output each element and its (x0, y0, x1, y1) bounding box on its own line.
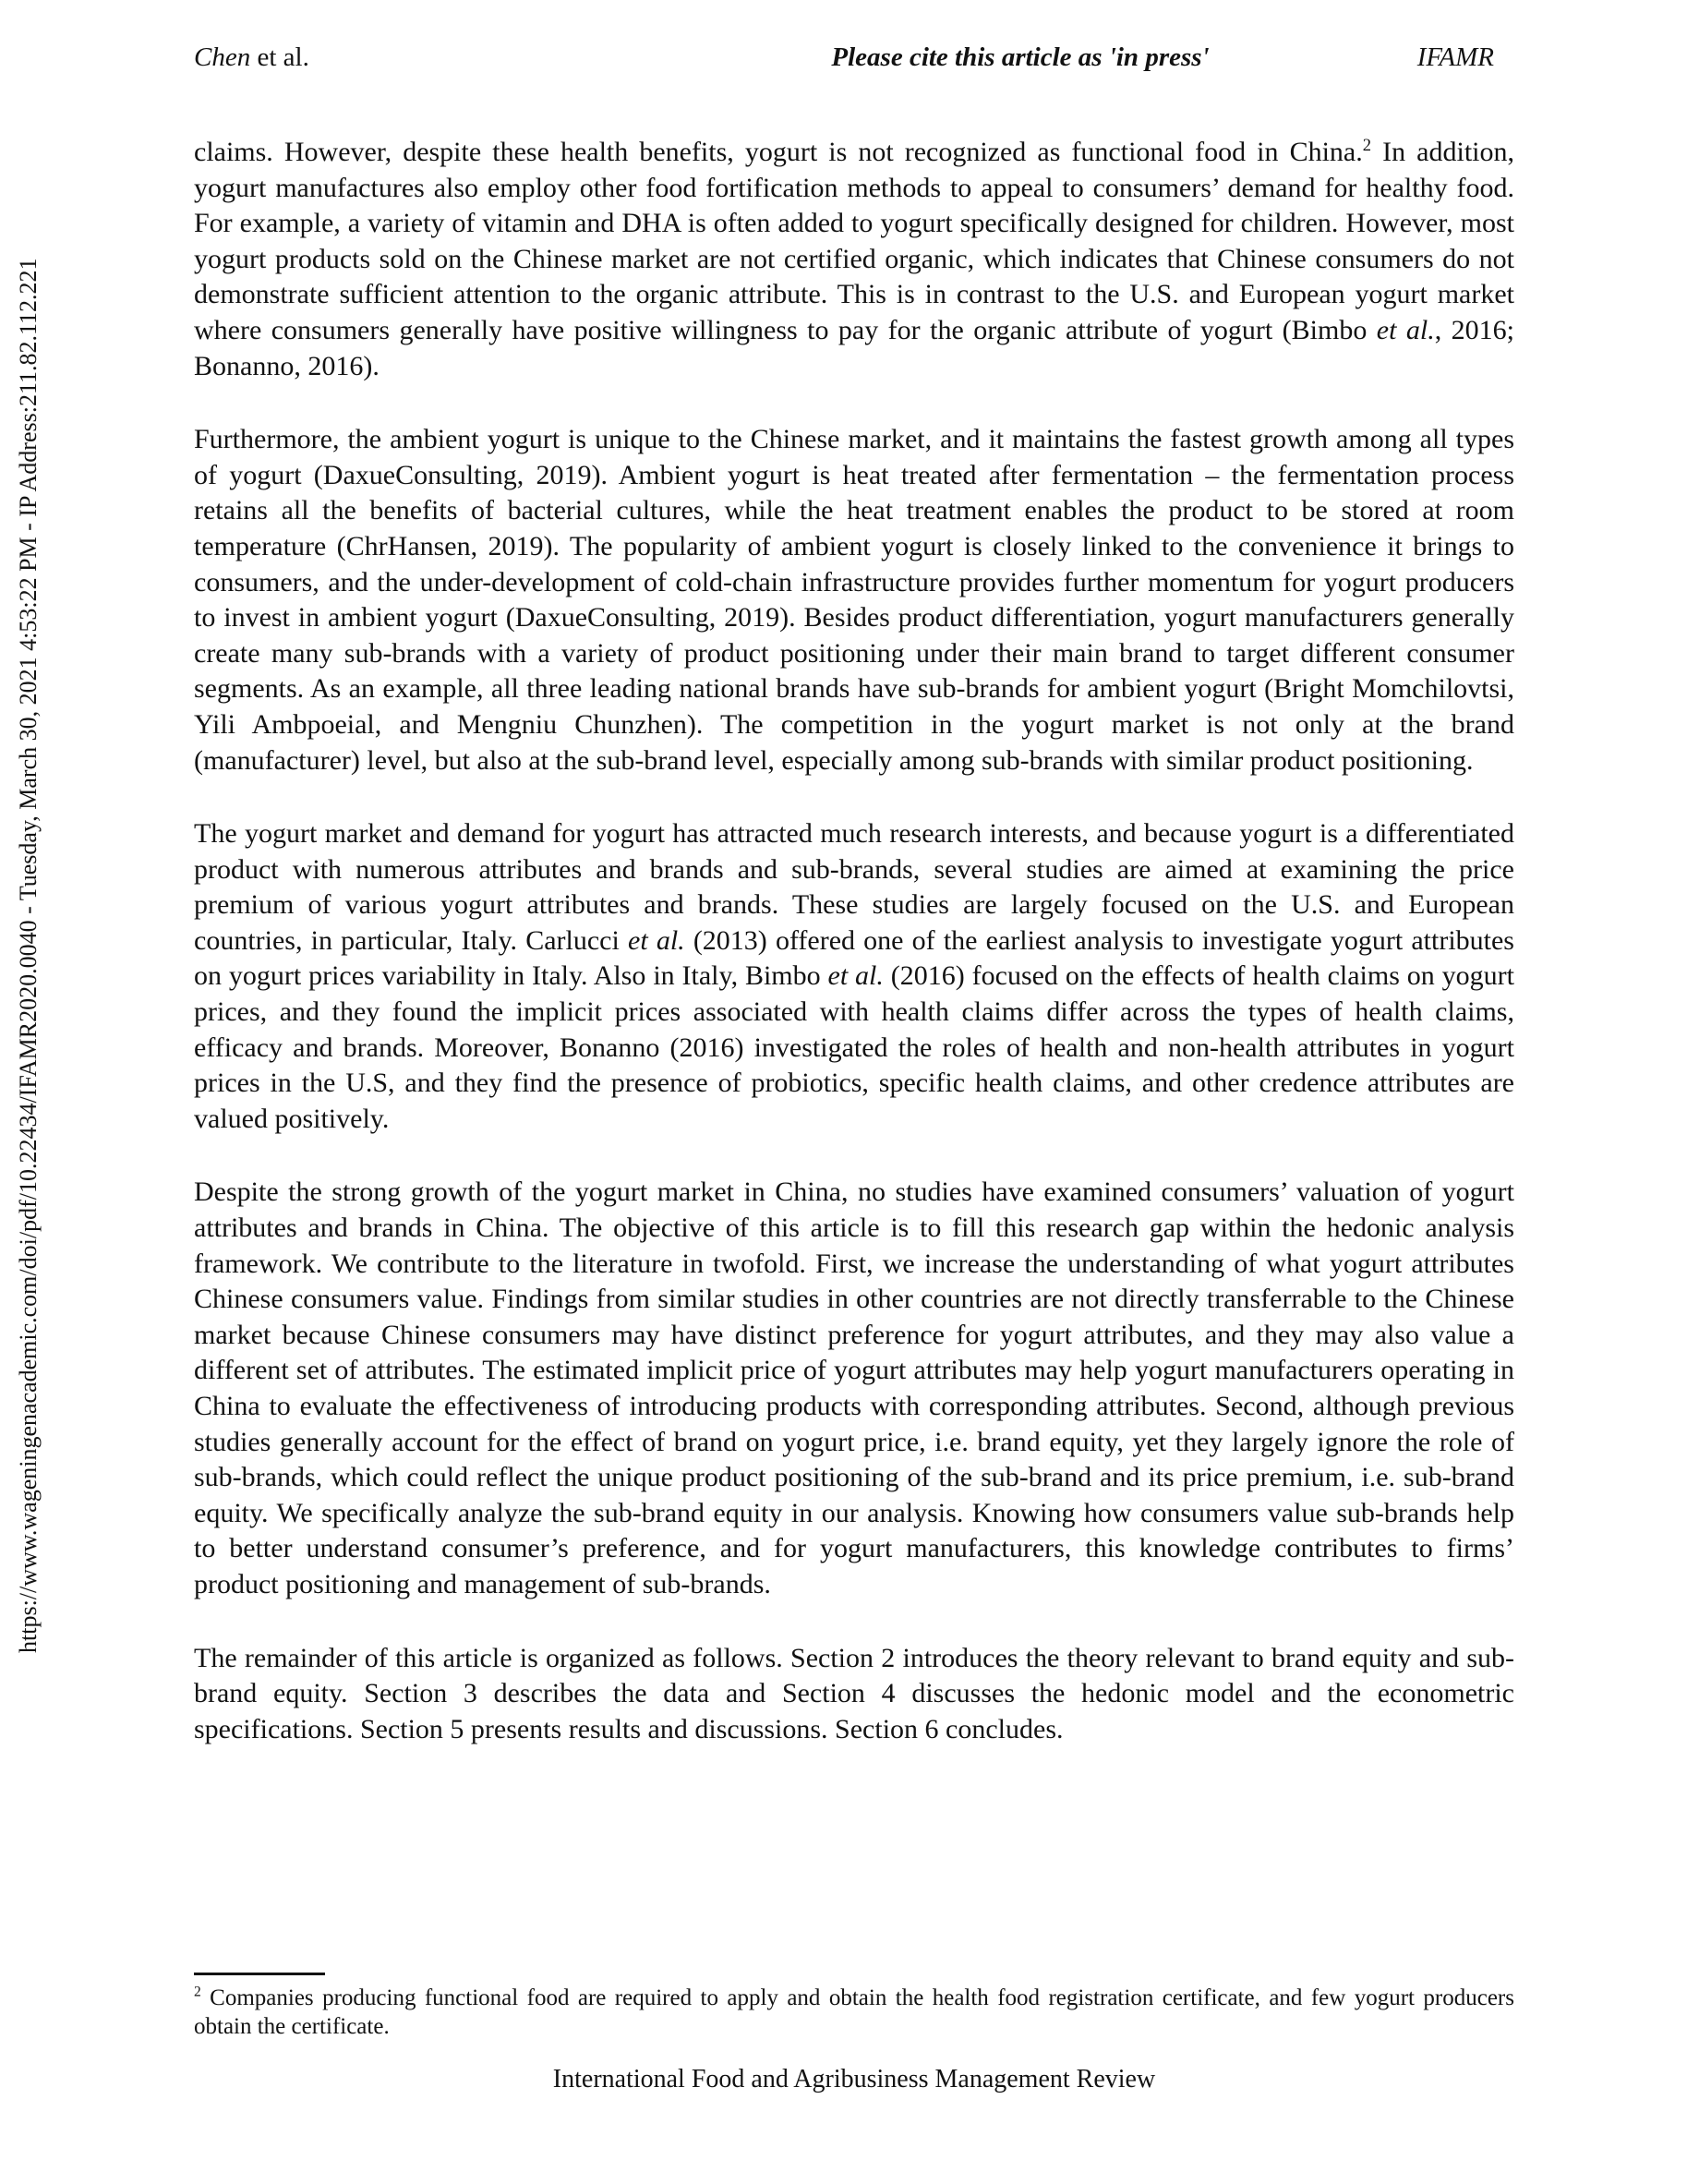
text-run: Furthermore, the ambient yogurt is unique to the Chinese market, and it maintains the fastest growth among all types of yogurt (DaxueConsulting, 2019). Ambient yogurt is heat treated after fermentation – the fermentation process retains all the benefits of bacterial cultures, while the heat treatment enables the product to be stored at room temperature (ChrHansen, 2019). The popularity of ambient yogurt is closely linked to the convenience it brings to consumers, and the under-development of cold-chain infrastructure provides further momentum for yogurt producers to invest in ambient yogurt (DaxueConsulting, 2019). Besides product differentiation, yogurt manufacturers generally create many sub-brands with a variety of product positioning under their main brand to target different consumer segments. As an example, all three leading national brands have sub-brands for ambient yogurt (Bright Momchilovtsi, Yili Ambpoeial, and Mengniu Chunzhen). The competition in the yogurt market is not only at the brand (manufacturer) level, but also at the sub-brand level, especially among sub-brands with similar product positioning. (194, 424, 1514, 776)
footnote-marker: 2 (194, 1984, 201, 2000)
running-author-etal: et al. (250, 42, 309, 72)
download-watermark-text: https://www.wageningenacademic.com/doi/pdf/10.22434/IFAMR2020.0040 - Tuesday, March 30, 2021 4:53:22 PM - IP Address:211.82.112.221 (15, 258, 42, 1653)
text-run: et al. (827, 960, 884, 992)
text-run: claims. However, despite these health benefits, yogurt is not recognized as functional food in China. (194, 137, 1363, 167)
text-run: Despite the strong growth of the yogurt market in China, no studies have examined consumers’ valuation of yogurt attributes and brands in China. The objective of this article is to fill this research gap within the hedonic analysis framework. We contribute to the literature in twofold. First, we increase the understanding of what yogurt attributes Chinese consumers value. Findings from similar studies in other countries are not directly transferrable to the Chinese market because Chinese consumers may have distinct preference for yogurt attributes, and they may also value a different set of attributes. The estimated implicit price of yogurt attributes may help yogurt manufacturers operating in China to evaluate the effectiveness of introducing products with corresponding attributes. Second, although previous studies generally account for the effect of brand on yogurt price, i.e. brand equity, yet they largely ignore the role of sub-brands, which could reflect the unique product positioning of the sub-brand and its price premium, i.e. sub-brand equity. We specifically analyze the sub-brand equity in our analysis. Knowing how consumers value sub-brands help to better understand consumer’s preference, and for yogurt manufacturers, this knowledge contributes to firms’ product positioning and management of sub-brands. (194, 1176, 1514, 1599)
running-author-name: Chen (194, 42, 251, 72)
text-run: In addition, yogurt manufactures also employ other food fortification methods to appeal to consumers’ demand for healthy food. For example, a variety of vitamin and DHA is often added to yogurt specifically designed for children. However, most yogurt products sold on the Chinese market are not certified organic, which indicates that Chinese consumers do not demonstrate sufficient attention to the organic attribute. This is in contrast to the U.S. and European yogurt market where consumers generally have positive willingness to pay for the organic attribute of yogurt (Bimbo (194, 137, 1514, 345)
paragraph (194, 1175, 1514, 1602)
footnote-separator (194, 1973, 325, 1975)
footnote-text: Companies producing functional food are required to apply and obtain the health food registration certificate, and few yogurt producers obtain the certificate. (194, 1985, 1514, 2039)
running-author (194, 42, 309, 73)
footnote-reference: 2 (1362, 136, 1372, 155)
paragraph (194, 1641, 1514, 1748)
journal-abbreviation: IFAMR (1416, 42, 1494, 72)
text-run: The yogurt market and demand for yogurt has attracted much research interests, and because yogurt is a differentiated product with numerous attributes and brands and sub-brands, several studies are aimed at examining the price premium of various yogurt attributes and brands. These studies are largely focused on the U.S. and European countries, in particular, Italy. Carlucci (194, 818, 1514, 956)
citation-notice: Please cite this article as 'in press' (831, 42, 1210, 72)
journal-footer: International Food and Agribusiness Management Review (552, 2065, 1156, 2094)
page-header (194, 42, 1514, 74)
paragraph (194, 422, 1514, 778)
text-run: (2016) focused on the effects of health claims on yogurt prices, and they found the implicit prices associated with health claims differ across the types of health claims, efficacy and brands. Moreover, Bonanno (2016) investigated the roles of health and non-health attributes in yogurt prices in the U.S, and they find the presence of probiotics, specific health claims, and other credence attributes are valued positively. (194, 960, 1514, 1134)
paragraph (194, 135, 1514, 384)
text-run: (2013) offered one of the earliest analysis to investigate yogurt attributes on yogurt prices variability in Italy. Also in Italy, Bimbo (194, 924, 1514, 992)
paragraph (194, 816, 1514, 1137)
text-run: , 2016; Bonanno, 2016). (194, 314, 1514, 381)
article-body (194, 135, 1514, 1785)
text-run: The remainder of this article is organized as follows. Section 2 introduces the theory relevant to brand equity and sub-brand equity. Section 3 describes the data and Section 4 discusses the hedonic model and the econometric specifications. Section 5 presents results and discussions. Section 6 concludes. (194, 1642, 1514, 1744)
footnote (194, 1984, 1514, 2041)
text-run: et al. (1376, 314, 1435, 345)
text-run: et al. (628, 924, 685, 956)
